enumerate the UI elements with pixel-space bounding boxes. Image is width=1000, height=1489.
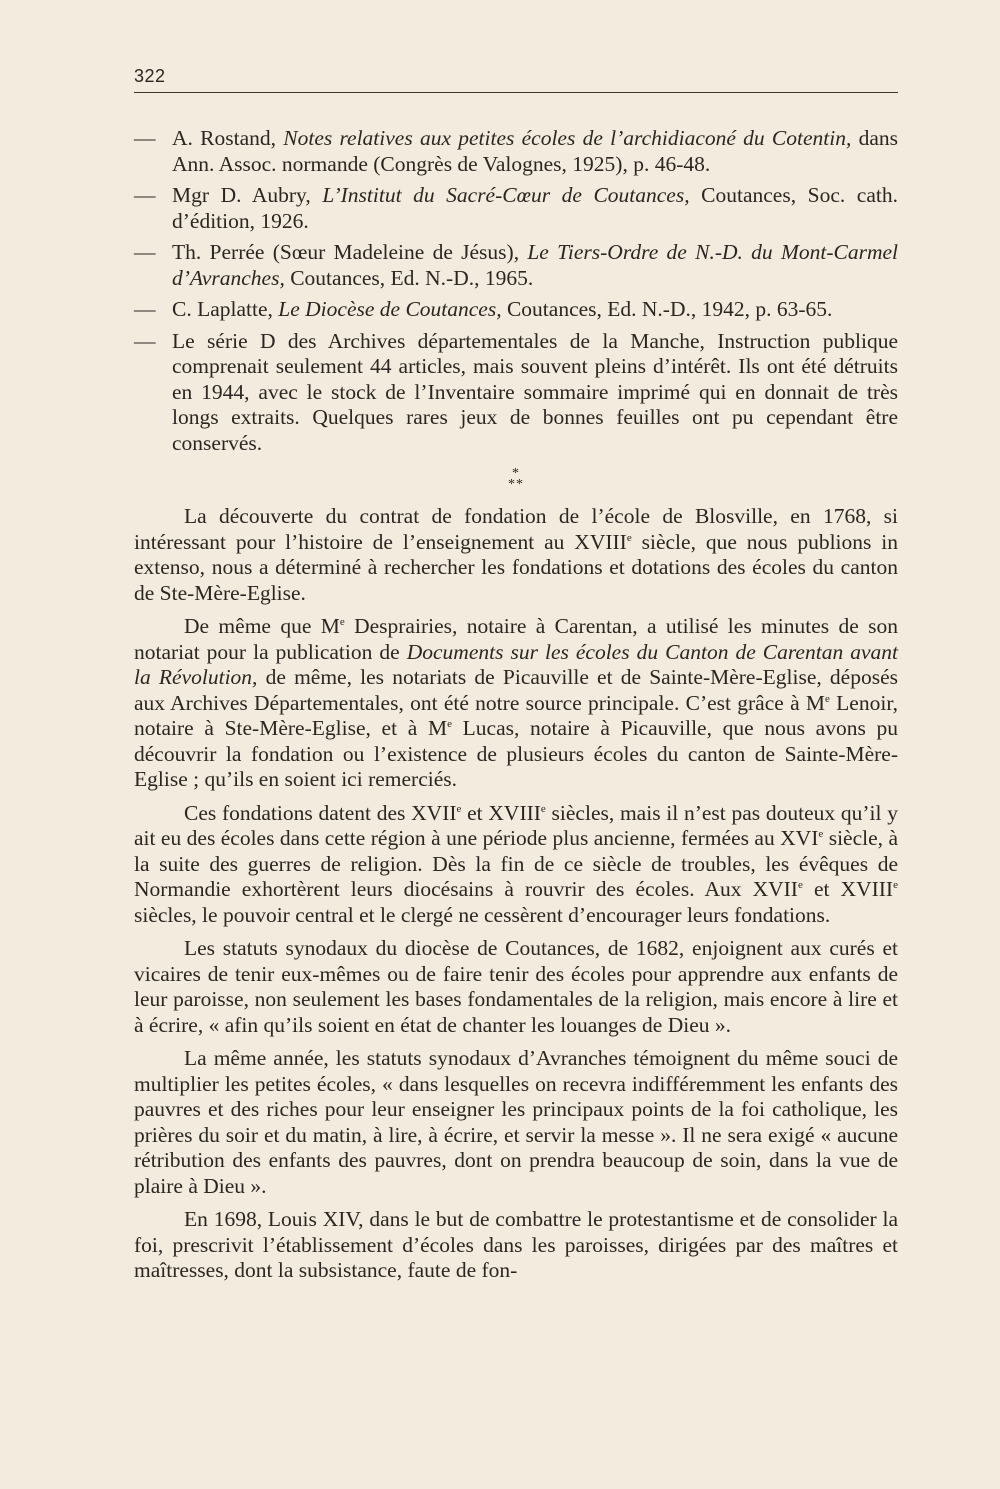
header-rule: [134, 92, 898, 93]
entry-dash: —: [134, 126, 156, 150]
cited-title: Documents sur les écoles du Canton de Carentan avant la Révolution,: [134, 639, 898, 689]
paragraph-text: Lucas, notaire à Picauville, que nous avons pu découvrir la fondation ou l’existence de plusieurs écoles du canton de Sainte-Mère-Eglise ; qu’ils en soient ici remerciés.: [134, 716, 899, 791]
entry-dash: —: [134, 240, 156, 264]
entry-details: Coutances, Ed. N.-D., 1965.: [284, 265, 534, 290]
bibliography-entry: [134, 329, 898, 457]
superscript: e: [825, 692, 830, 705]
entry-dash: —: [134, 297, 156, 321]
entry-author: Th. Perrée (Sœur Madeleine de Jésus),: [172, 240, 528, 264]
paragraph-text: et XVIII: [802, 877, 894, 901]
paragraph: [134, 504, 898, 606]
asterism-top: *: [512, 466, 520, 481]
paragraph: [134, 801, 898, 929]
asterism-bottom: **: [508, 477, 524, 492]
paragraph-text: siècle, que nous publions in extenso, nous a déterminé à rechercher les fondations et dotations des écoles du canton de Ste-Mère-Eglise.: [134, 529, 899, 605]
paragraph: [134, 614, 898, 793]
paragraph-text: siècle, à la suite des guerres de religion. Dès la fin de ce siècle de troubles, les évêques de Normandie exhortèrent leurs diocésains à rouvrir des écoles. Aux XVII: [134, 826, 898, 901]
entry-details: Le série D des Archives départementales de la Manche, Instruction publique comprenait seulement 44 articles, mais souvent pleins d’intérêt. Ils ont été détruits en 1944, avec le stock de l’Inventaire sommaire imprimé qui en donnait de très longs extraits. Quelques rares jeux de bonnes feuilles ont pu cependant être conservés.: [172, 328, 898, 455]
asterism-separator: [134, 468, 898, 490]
superscript: e: [818, 828, 824, 840]
paragraph-text: Lenoir, notaire à Ste-Mère-Eglise, et à M: [134, 690, 899, 740]
paragraph: La même année, les statuts synodaux d’Avranches témoignent du même souci de multiplier les petites écoles, « dans lesquelles on recevra indifféremment les enfants des pauvres et des riches pour leur enseigner les principaux points de la foi catholique, les prières du soir et du matin, à lire, à écrire, et servir la messe ». Il ne sera exigé « aucune rétribution des enfants des pauvres, dont on prendra beaucoup de soin, dans la vue de plaire à Dieu ».: [134, 1046, 898, 1198]
entry-author: Mgr D. Aubry,: [172, 183, 323, 207]
entry-author: A. Rostand,: [172, 126, 284, 150]
paragraph: Les statuts synodaux du diocèse de Coutances, de 1682, enjoignent aux curés et vicaires de tenir eux-mêmes ou de faire tenir des écoles pour apprendre aux enfants de leur paroisse, non seulement les bases fondamentales de la religion, mais encore à lire et à écrire, « afin qu’ils soient en état de chanter les louanges de Dieu ».: [134, 936, 898, 1037]
superscript: e: [339, 616, 345, 628]
bibliography-entry: [134, 126, 898, 177]
entry-title: L’Institut du Sacré-Cœur de Coutances,: [322, 183, 690, 207]
entry-dash: —: [134, 328, 156, 353]
paragraph-text: siècles, mais il n’est pas douteux qu’il y ait eu des écoles dans cette région à une période plus ancienne, fermées au XVI: [134, 800, 898, 850]
superscript: e: [893, 879, 898, 891]
superscript: e: [447, 718, 452, 730]
entry-details: Coutances, Soc. cath. d’édition, 1926.: [172, 183, 898, 233]
entry-title: Le Diocèse de Coutances,: [278, 297, 502, 321]
entry-title: Notes relatives aux petites écoles de l’archidiaconé du Cotentin,: [283, 126, 852, 150]
superscript: e: [626, 531, 632, 544]
superscript: e: [797, 879, 803, 891]
paragraph-text: La découverte du contrat de fondation de l’école de Blosville, en 1768, si intéressant pour l’histoire de l’enseignement au XVIII: [134, 504, 898, 554]
bibliography-entry: [134, 183, 898, 234]
paragraph-text: siècles, le pouvoir central et le clergé ne cessèrent d’encourager leurs fondations.: [134, 902, 831, 927]
paragraph-text: Desprairies, notaire à Carentan, a utilisé les minutes de son notariat pour la publication de: [134, 614, 899, 664]
bibliography-entry: [134, 240, 898, 291]
paragraph-text: et XVIII: [461, 800, 541, 825]
entry-author: C. Laplatte,: [172, 297, 279, 321]
paragraph-text: De même que M: [184, 614, 340, 638]
superscript: e: [456, 802, 462, 815]
bibliography-list: [134, 126, 898, 456]
entry-dash: —: [134, 183, 156, 207]
entry-details: Coutances, Ed. N.-D., 1942, p. 63-65.: [501, 297, 833, 321]
paragraph-text: Ces fondations datent des XVII: [184, 800, 457, 825]
bibliography-entry: [134, 297, 898, 323]
superscript: e: [540, 802, 546, 815]
entry-title: Le Tiers-Ordre de N.-D. du Mont-Carmel d’Avranches,: [172, 240, 898, 290]
paragraph: En 1698, Louis XIV, dans le but de combattre le protestantisme et de consolider la foi, prescrivit l’établissement d’écoles dans les paroisses, dirigées par des maîtres et maîtresses, dont la subsistance, faute de fon-: [134, 1207, 898, 1282]
page-number: 322: [134, 66, 166, 86]
page-content: [134, 126, 898, 1292]
paragraph-text: de même, les notariats de Picauville et de Sainte-Mère-Eglise, déposés aux Archives Départementales, ont été notre source principale. C’est grâce à M: [134, 665, 898, 715]
entry-details: dans Ann. Assoc. normande (Congrès de Valognes, 1925), p. 46-48.: [172, 126, 898, 176]
